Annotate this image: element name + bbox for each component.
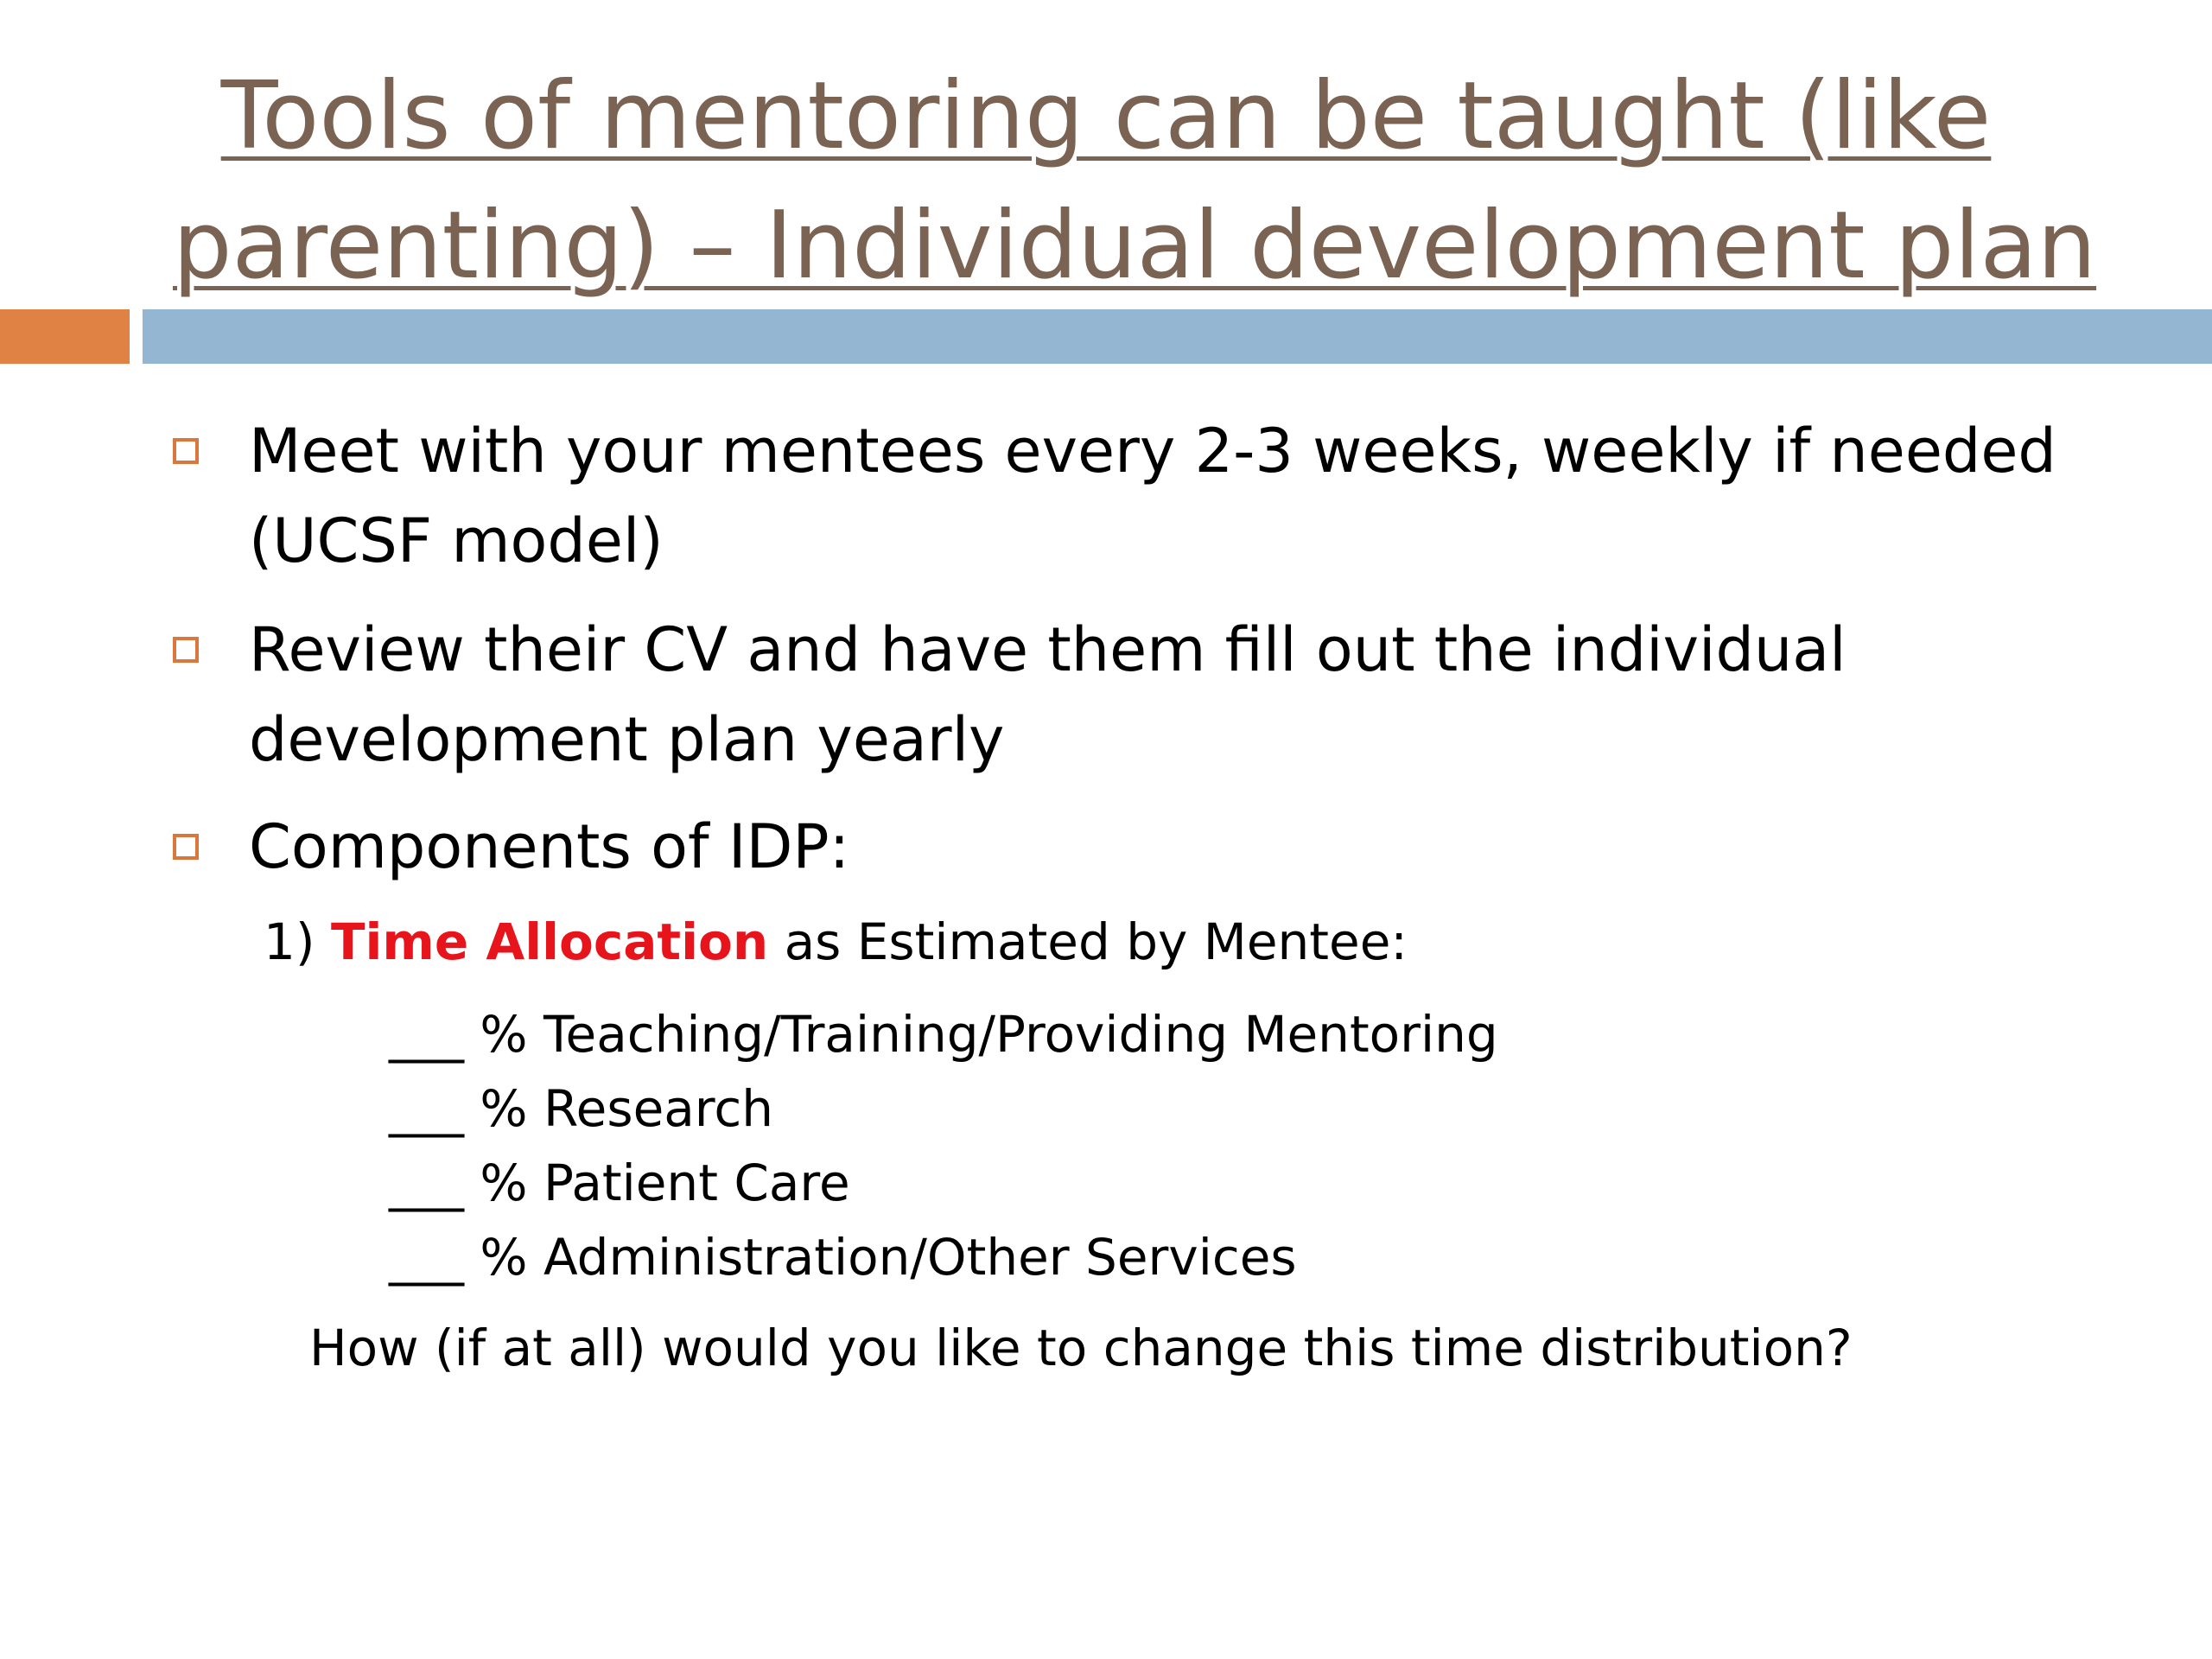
allocation-item: [389, 1223, 1297, 1292]
slide-title-line-1: Tools of mentoring can be taught (like: [220, 62, 1992, 170]
fill-in-blank: ___: [389, 1228, 464, 1287]
allocation-label: % Administration/Other Services: [464, 1228, 1297, 1287]
bullet-text: Meet with your mentees every 2-3 weeks, weekly if needed: [249, 416, 2056, 486]
square-bullet-icon: [173, 834, 199, 860]
allocation-item: [389, 1000, 1498, 1069]
allocation-item: [389, 1148, 850, 1217]
square-bullet-icon: [173, 438, 199, 464]
time-allocation-highlight: Time Allocation: [330, 912, 769, 971]
bullet-text: (UCSF model): [249, 505, 664, 576]
fill-in-blank: ___: [389, 1154, 464, 1212]
bullet-item: [173, 802, 2074, 892]
time-allocation-heading: [264, 907, 1408, 976]
time-distribution-question: How (if at all) would you like to change this time distribution?: [309, 1319, 1853, 1377]
subheading-prefix: 1): [264, 912, 331, 971]
allocation-label: % Patient Care: [464, 1154, 850, 1212]
allocation-item: [389, 1074, 773, 1143]
subheading-suffix: as Estimated by Mentee:: [768, 912, 1408, 971]
allocation-label: % Teaching/Training/Providing Mentoring: [464, 1005, 1498, 1064]
bullet-text: Components of IDP:: [249, 811, 850, 882]
allocation-label: % Research: [464, 1079, 774, 1138]
bullet-text: Review their CV and have them fill out the individual: [249, 614, 1847, 685]
slide-title-line-2: parenting) – Individual development plan: [173, 192, 2097, 300]
bullet-item: [173, 406, 2074, 588]
square-bullet-icon: [173, 637, 199, 663]
fill-in-blank: ___: [389, 1079, 464, 1138]
fill-in-blank: ___: [389, 1005, 464, 1064]
bullet-text: development plan yearly: [249, 704, 1005, 775]
bullet-item: [173, 605, 2074, 786]
